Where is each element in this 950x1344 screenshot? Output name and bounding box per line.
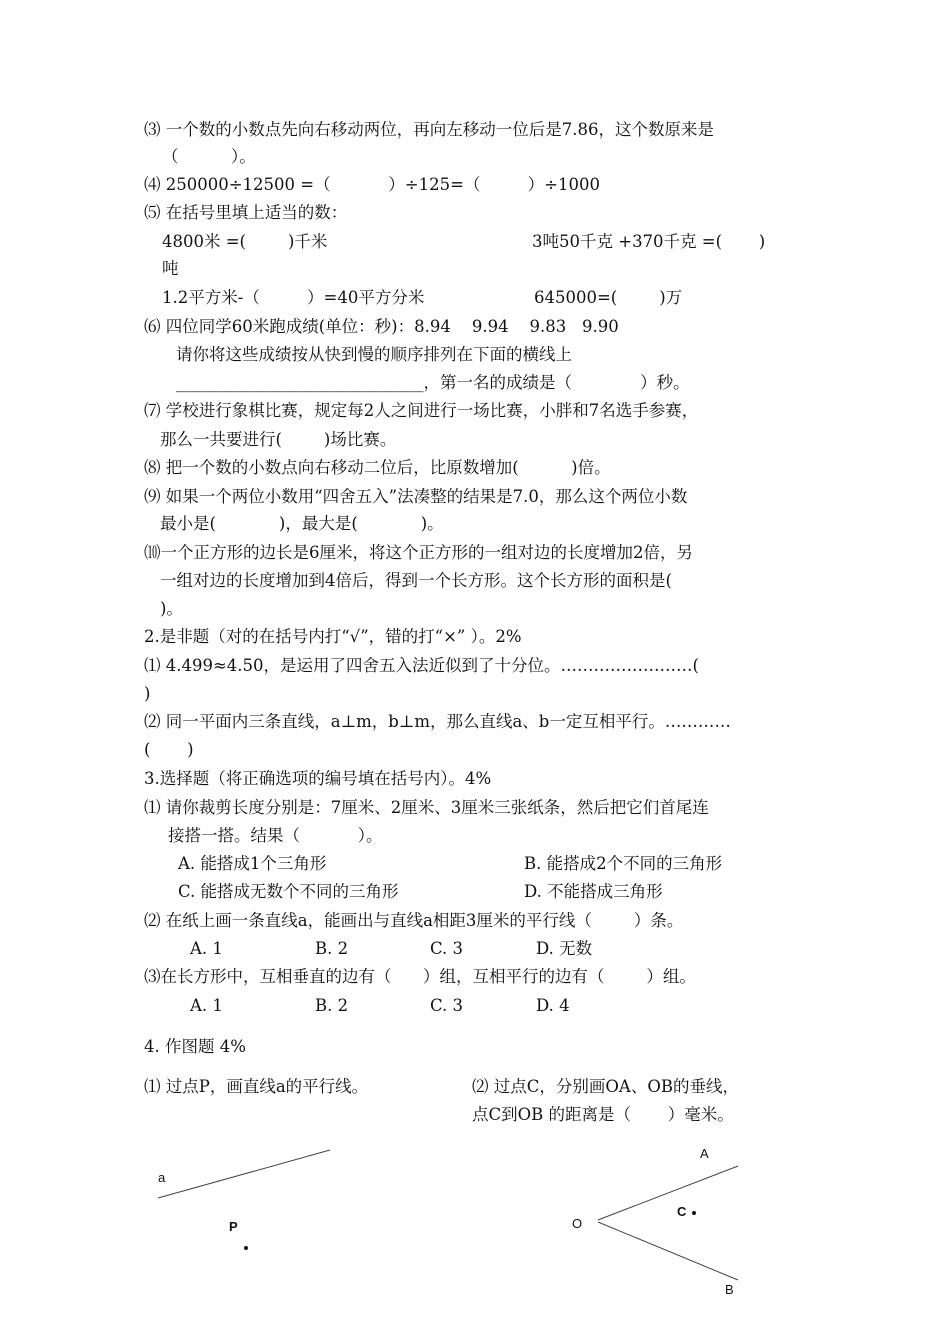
q3-item1-option-c: C. 能搭成无数个不同的三角形 <box>178 882 399 901</box>
q1-item7-line1: ⑺ 学校进行象棋比赛，规定每2人之间进行一场比赛，小胖和7名选手参赛， <box>144 401 699 420</box>
q1-item9-line2: 最小是( )，最大是( )。 <box>160 514 444 533</box>
q3-item2-line1: ⑵ 在纸上画一条直线a，能画出与直线a相距3厘米的平行线（ ）条。 <box>144 911 684 930</box>
q3-item3-option-d: D. 4 <box>536 996 570 1015</box>
q1-item6-line3: ______________________________，第一名的成绩是（ ）秒。 <box>176 373 690 392</box>
q1-item5-b: 3吨50千克 +370千克 =( ) <box>532 232 766 251</box>
q1-item3-line2: （ ）。 <box>162 147 256 166</box>
q2-item1-line2: ) <box>144 684 151 703</box>
q1-item6-line1: ⑹ 四位同学60米跑成绩(单位：秒)：8.94 9.94 9.83 9.90 <box>144 317 619 336</box>
q1-item5-b-cont: 吨 <box>162 259 179 278</box>
point-p-label: P <box>229 1219 238 1234</box>
q3-item2-option-a: A. 1 <box>190 939 223 958</box>
q3-item3-option-b: B. 2 <box>315 996 349 1015</box>
line-a <box>158 1150 330 1198</box>
q3-item3-option-a: A. 1 <box>190 996 223 1015</box>
q4-title: 4. 作图题 4% <box>144 1037 246 1056</box>
q1-item5-d: 645000=( )万 <box>534 288 683 307</box>
q2-item2-line1: ⑵ 同一平面内三条直线，a⊥m，b⊥m，那么直线a、b一定互相平行。………… <box>144 712 731 731</box>
q2-item1-line1: ⑴ 4.499≈4.50，是运用了四舍五入法近似到了十分位。……………………( <box>144 656 699 675</box>
q4-item1: ⑴ 过点P，画直线a的平行线。 <box>144 1077 369 1096</box>
q1-item9-line1: ⑼ 如果一个两位小数用“四舍五入”法凑整的结果是7.0，那么这个两位小数 <box>144 487 688 506</box>
q3-item2-option-d: D. 无数 <box>536 939 593 958</box>
ray-a-label: A <box>700 1146 709 1161</box>
q1-item5-a: 4800米 =( )千米 <box>162 232 328 251</box>
q3-item2-option-c: C. 3 <box>430 939 464 958</box>
q1-item10-line3: )。 <box>160 599 183 618</box>
vertex-o-label: O <box>572 1216 583 1231</box>
q3-item3-line1: ⑶在长方形中，互相垂直的边有（ ）组，互相平行的边有（ ）组。 <box>144 967 696 986</box>
q1-item5-title: ⑸ 在括号里填上适当的数： <box>144 203 348 222</box>
q3-item1-option-b: B. 能搭成2个不同的三角形 <box>524 854 723 873</box>
q3-item1-line2: 接搭一搭。结果（ ）。 <box>168 826 383 845</box>
ray-b-label: B <box>725 1282 734 1297</box>
line-a-label: a <box>158 1170 166 1185</box>
q1-item6-line2: 请你将这些成绩按从快到慢的顺序排列在下面的横线上 <box>176 345 572 364</box>
q1-item10-line1: ⑽一个正方形的边长是6厘米，将这个正方形的一组对边的长度增加2倍，另 <box>144 543 693 562</box>
q3-title: 3.选择题（将正确选项的编号填在括号内）。4% <box>144 769 492 788</box>
q4-item2-line1: ⑵ 过点C，分别画OA、OB的垂线， <box>472 1077 739 1096</box>
q1-item3-line1: ⑶ 一个数的小数点先向右移动两位，再向左移动一位后是7.86，这个数原来是 <box>144 120 714 139</box>
q1-item7-line2: 那么一共要进行( )场比赛。 <box>160 430 397 449</box>
q4-item2-line2: 点C到OB 的距离是（ ）毫米。 <box>472 1105 734 1124</box>
point-c-dot <box>692 1211 696 1215</box>
q3-item1-option-d: D. 不能搭成三角形 <box>524 882 663 901</box>
ray-ob <box>598 1222 738 1280</box>
q3-item1-option-a: A. 能搭成1个三角形 <box>178 854 327 873</box>
q2-title: 2.是非题（对的在括号内打“√”，错的打“×” ）。2% <box>144 627 522 646</box>
q3-item3-option-c: C. 3 <box>430 996 464 1015</box>
point-p-dot <box>244 1246 248 1250</box>
ray-oa <box>598 1166 738 1220</box>
q1-item5-c: 1.2平方米-（ ）=40平方分米 <box>162 288 425 307</box>
point-c-label: C <box>677 1204 687 1219</box>
q3-item2-option-b: B. 2 <box>315 939 349 958</box>
q1-item10-line2: 一组对边的长度增加到4倍后，得到一个长方形。这个长方形的面积是( <box>160 571 672 590</box>
q1-item4: ⑷ 250000÷12500 =（ ）÷125=（ ）÷1000 <box>144 175 600 194</box>
q2-item2-line2: ( ) <box>144 740 194 759</box>
q1-item8: ⑻ 把一个数的小数点向右移动二位后，比原数增加( )倍。 <box>144 458 611 477</box>
q3-item1-line1: ⑴ 请你裁剪长度分别是：7厘米、2厘米、3厘米三张纸条，然后把它们首尾连 <box>144 798 709 817</box>
